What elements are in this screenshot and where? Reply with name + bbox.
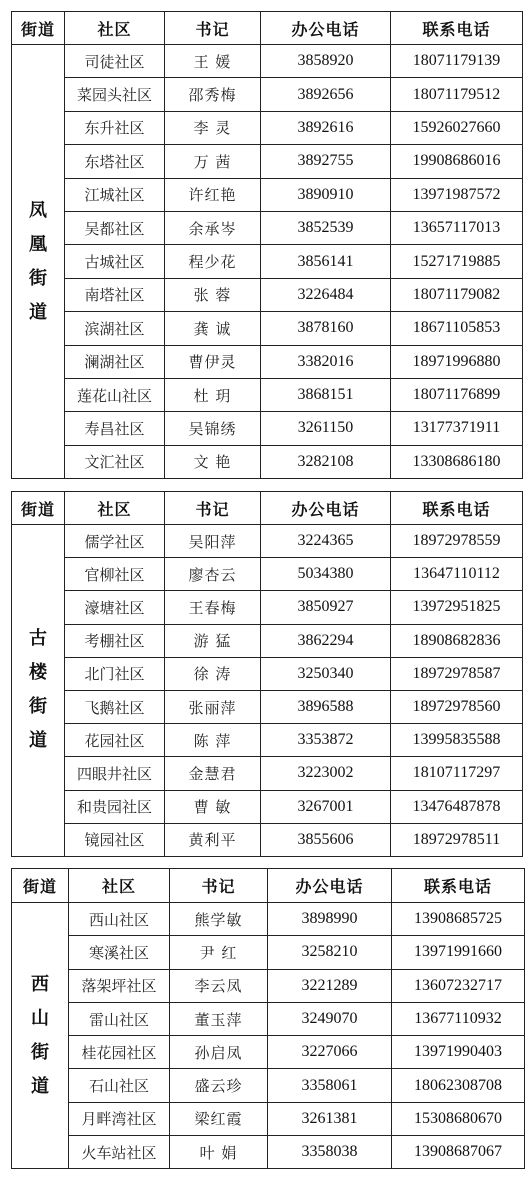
community-name: 古城社区 xyxy=(65,245,165,278)
table-row xyxy=(12,1136,525,1169)
community-name: 镜园社区 xyxy=(65,823,165,856)
secretary-name: 张丽萍 xyxy=(165,690,261,723)
contact-phone: 18071179512 xyxy=(391,78,523,111)
community-name: 四眼井社区 xyxy=(65,757,165,790)
secretary-name: 王 媛 xyxy=(165,45,261,78)
xishan-street-table xyxy=(11,868,525,1169)
contact-phone: 15926027660 xyxy=(391,111,523,144)
secretary-name: 徐 涛 xyxy=(165,657,261,690)
secretary-name: 杜 玥 xyxy=(165,378,261,411)
contact-phone: 13607232717 xyxy=(392,969,525,1002)
secretary-name: 盛云珍 xyxy=(170,1069,268,1102)
contact-phone: 13308686180 xyxy=(391,445,523,478)
table-row xyxy=(12,591,523,624)
table-row xyxy=(12,657,523,690)
office-phone: 3223002 xyxy=(261,757,391,790)
office-phone: 5034380 xyxy=(261,558,391,591)
table-row xyxy=(12,969,525,1002)
table-row xyxy=(12,724,523,757)
office-phone: 3261150 xyxy=(261,412,391,445)
contact-phone: 13971990403 xyxy=(392,1036,525,1069)
contact-phone: 15308680670 xyxy=(392,1102,525,1135)
office-phone: 3896588 xyxy=(261,690,391,723)
table-row xyxy=(12,1102,525,1135)
office-phone: 3852539 xyxy=(261,211,391,244)
table-row xyxy=(12,445,523,478)
community-name: 东塔社区 xyxy=(65,145,165,178)
office-phone: 3282108 xyxy=(261,445,391,478)
header-contact-phone: 联系电话 xyxy=(391,12,523,45)
community-name: 和贵园社区 xyxy=(65,790,165,823)
secretary-name: 程少花 xyxy=(165,245,261,278)
secretary-name: 万 茜 xyxy=(165,145,261,178)
contact-phone: 18071176899 xyxy=(391,378,523,411)
street-name-char: 街 xyxy=(29,267,47,289)
secretary-name: 董玉萍 xyxy=(170,1002,268,1035)
table-row xyxy=(12,757,523,790)
contact-phone: 13677110932 xyxy=(392,1002,525,1035)
community-name: 寿昌社区 xyxy=(65,412,165,445)
table-row xyxy=(12,245,523,278)
table-row xyxy=(12,558,523,591)
street-name-char: 楼 xyxy=(29,662,47,684)
contact-phone: 13908687067 xyxy=(392,1136,525,1169)
street-name-char: 西 xyxy=(31,973,49,995)
secretary-name: 吴锦绣 xyxy=(165,412,261,445)
community-name: 东升社区 xyxy=(65,111,165,144)
table-row xyxy=(12,936,525,969)
secretary-name: 许红艳 xyxy=(165,178,261,211)
table-row xyxy=(12,525,523,558)
office-phone: 3249070 xyxy=(268,1002,392,1035)
contact-phone: 13908685725 xyxy=(392,903,525,936)
street-name-gulou xyxy=(12,525,65,857)
contact-phone: 13971991660 xyxy=(392,936,525,969)
community-name: 濠塘社区 xyxy=(65,591,165,624)
street-name-char: 街 xyxy=(31,1041,49,1063)
header-row xyxy=(12,492,523,525)
office-phone: 3382016 xyxy=(261,345,391,378)
office-phone: 3226484 xyxy=(261,278,391,311)
community-name: 文汇社区 xyxy=(65,445,165,478)
secretary-name: 孙启凤 xyxy=(170,1036,268,1069)
community-name: 菜园头社区 xyxy=(65,78,165,111)
contact-phone: 18107117297 xyxy=(391,757,523,790)
secretary-name: 熊学敏 xyxy=(170,903,268,936)
street-name-char: 凤 xyxy=(29,199,47,221)
contact-phone: 13972951825 xyxy=(391,591,523,624)
office-phone: 3855606 xyxy=(261,823,391,856)
header-secretary: 书记 xyxy=(165,12,261,45)
table-row xyxy=(12,45,523,78)
secretary-name: 余承岑 xyxy=(165,211,261,244)
contact-phone: 18071179082 xyxy=(391,278,523,311)
contact-phone: 19908686016 xyxy=(391,145,523,178)
office-phone: 3258210 xyxy=(268,936,392,969)
street-name-char: 道 xyxy=(29,730,47,752)
office-phone: 3227066 xyxy=(268,1036,392,1069)
contact-phone: 13995835588 xyxy=(391,724,523,757)
header-contact-phone: 联系电话 xyxy=(391,492,523,525)
contact-phone: 18062308708 xyxy=(392,1069,525,1102)
table-row xyxy=(12,690,523,723)
table-row xyxy=(12,145,523,178)
office-phone: 3892656 xyxy=(261,78,391,111)
street-name-fenghuang xyxy=(12,45,65,479)
secretary-name: 文 艳 xyxy=(165,445,261,478)
secretary-name: 叶 娟 xyxy=(170,1136,268,1169)
office-phone: 3224365 xyxy=(261,525,391,558)
header-contact-phone: 联系电话 xyxy=(392,869,525,903)
community-name: 寒溪社区 xyxy=(69,936,170,969)
table-row xyxy=(12,790,523,823)
table-row xyxy=(12,312,523,345)
secretary-name: 金慧君 xyxy=(165,757,261,790)
community-name: 花园社区 xyxy=(65,724,165,757)
table-row xyxy=(12,345,523,378)
table-row xyxy=(12,1069,525,1102)
community-name: 桂花园社区 xyxy=(69,1036,170,1069)
community-name: 火车站社区 xyxy=(69,1136,170,1169)
contact-phone: 13657117013 xyxy=(391,211,523,244)
secretary-name: 李 灵 xyxy=(165,111,261,144)
community-name: 滨湖社区 xyxy=(65,312,165,345)
community-name: 南塔社区 xyxy=(65,278,165,311)
contact-phone: 18671105853 xyxy=(391,312,523,345)
community-name: 江城社区 xyxy=(65,178,165,211)
secretary-name: 梁红霞 xyxy=(170,1102,268,1135)
contact-phone: 15271719885 xyxy=(391,245,523,278)
office-phone: 3267001 xyxy=(261,790,391,823)
header-street: 街道 xyxy=(12,492,65,525)
office-phone: 3898990 xyxy=(268,903,392,936)
office-phone: 3353872 xyxy=(261,724,391,757)
secretary-name: 尹 红 xyxy=(170,936,268,969)
street-name-char: 道 xyxy=(29,301,47,323)
office-phone: 3868151 xyxy=(261,378,391,411)
street-name-char: 凰 xyxy=(29,233,47,255)
office-phone: 3892616 xyxy=(261,111,391,144)
street-name-char: 街 xyxy=(29,696,47,718)
header-row xyxy=(12,12,523,45)
header-street: 街道 xyxy=(12,869,69,903)
community-name: 官柳社区 xyxy=(65,558,165,591)
secretary-name: 曹伊灵 xyxy=(165,345,261,378)
community-name: 司徒社区 xyxy=(65,45,165,78)
secretary-name: 曹 敏 xyxy=(165,790,261,823)
community-name: 飞鹅社区 xyxy=(65,690,165,723)
office-phone: 3856141 xyxy=(261,245,391,278)
office-phone: 3221289 xyxy=(268,969,392,1002)
street-name-char: 山 xyxy=(31,1007,49,1029)
contact-phone: 13177371911 xyxy=(391,412,523,445)
office-phone: 3250340 xyxy=(261,657,391,690)
secretary-name: 吴阳萍 xyxy=(165,525,261,558)
table-row xyxy=(12,211,523,244)
gulou-street-table xyxy=(11,491,523,857)
community-name: 考棚社区 xyxy=(65,624,165,657)
table-row xyxy=(12,1002,525,1035)
contact-phone: 18908682836 xyxy=(391,624,523,657)
street-name-xishan xyxy=(12,903,69,1169)
community-name: 西山社区 xyxy=(69,903,170,936)
header-row xyxy=(12,869,525,903)
header-community: 社区 xyxy=(65,492,165,525)
contact-phone: 13971987572 xyxy=(391,178,523,211)
table-row xyxy=(12,111,523,144)
table-row xyxy=(12,178,523,211)
office-phone: 3862294 xyxy=(261,624,391,657)
table-row xyxy=(12,278,523,311)
secretary-name: 龚 诚 xyxy=(165,312,261,345)
community-name: 落架坪社区 xyxy=(69,969,170,1002)
table-row xyxy=(12,412,523,445)
secretary-name: 李云凤 xyxy=(170,969,268,1002)
secretary-name: 黄利平 xyxy=(165,823,261,856)
table-row xyxy=(12,78,523,111)
office-phone: 3890910 xyxy=(261,178,391,211)
fenghuang-street-table xyxy=(11,11,523,479)
secretary-name: 游 猛 xyxy=(165,624,261,657)
secretary-name: 邵秀梅 xyxy=(165,78,261,111)
community-name: 雷山社区 xyxy=(69,1002,170,1035)
contact-phone: 18972978511 xyxy=(391,823,523,856)
header-community: 社区 xyxy=(69,869,170,903)
header-office-phone: 办公电话 xyxy=(268,869,392,903)
office-phone: 3358038 xyxy=(268,1136,392,1169)
office-phone: 3261381 xyxy=(268,1102,392,1135)
community-name: 石山社区 xyxy=(69,1069,170,1102)
table-row xyxy=(12,823,523,856)
table-row xyxy=(12,378,523,411)
street-name-char: 道 xyxy=(31,1075,49,1097)
secretary-name: 张 蓉 xyxy=(165,278,261,311)
contact-phone: 18971996880 xyxy=(391,345,523,378)
contact-phone: 13647110112 xyxy=(391,558,523,591)
header-community: 社区 xyxy=(65,12,165,45)
office-phone: 3858920 xyxy=(261,45,391,78)
table-row xyxy=(12,624,523,657)
office-phone: 3850927 xyxy=(261,591,391,624)
header-office-phone: 办公电话 xyxy=(261,12,391,45)
office-phone: 3358061 xyxy=(268,1069,392,1102)
contact-phone: 18972978587 xyxy=(391,657,523,690)
table-row xyxy=(12,1036,525,1069)
office-phone: 3878160 xyxy=(261,312,391,345)
header-secretary: 书记 xyxy=(170,869,268,903)
community-name: 月畔湾社区 xyxy=(69,1102,170,1135)
community-name: 北门社区 xyxy=(65,657,165,690)
office-phone: 3892755 xyxy=(261,145,391,178)
header-street: 街道 xyxy=(12,12,65,45)
header-office-phone: 办公电话 xyxy=(261,492,391,525)
table-row xyxy=(12,903,525,936)
contact-phone: 18972978559 xyxy=(391,525,523,558)
community-name: 澜湖社区 xyxy=(65,345,165,378)
secretary-name: 陈 萍 xyxy=(165,724,261,757)
community-name: 吴都社区 xyxy=(65,211,165,244)
community-name: 儒学社区 xyxy=(65,525,165,558)
contact-phone: 18972978560 xyxy=(391,690,523,723)
contact-phone: 18071179139 xyxy=(391,45,523,78)
street-name-char: 古 xyxy=(29,628,47,650)
secretary-name: 廖杏云 xyxy=(165,558,261,591)
secretary-name: 王春梅 xyxy=(165,591,261,624)
contact-phone: 13476487878 xyxy=(391,790,523,823)
community-name: 莲花山社区 xyxy=(65,378,165,411)
header-secretary: 书记 xyxy=(165,492,261,525)
